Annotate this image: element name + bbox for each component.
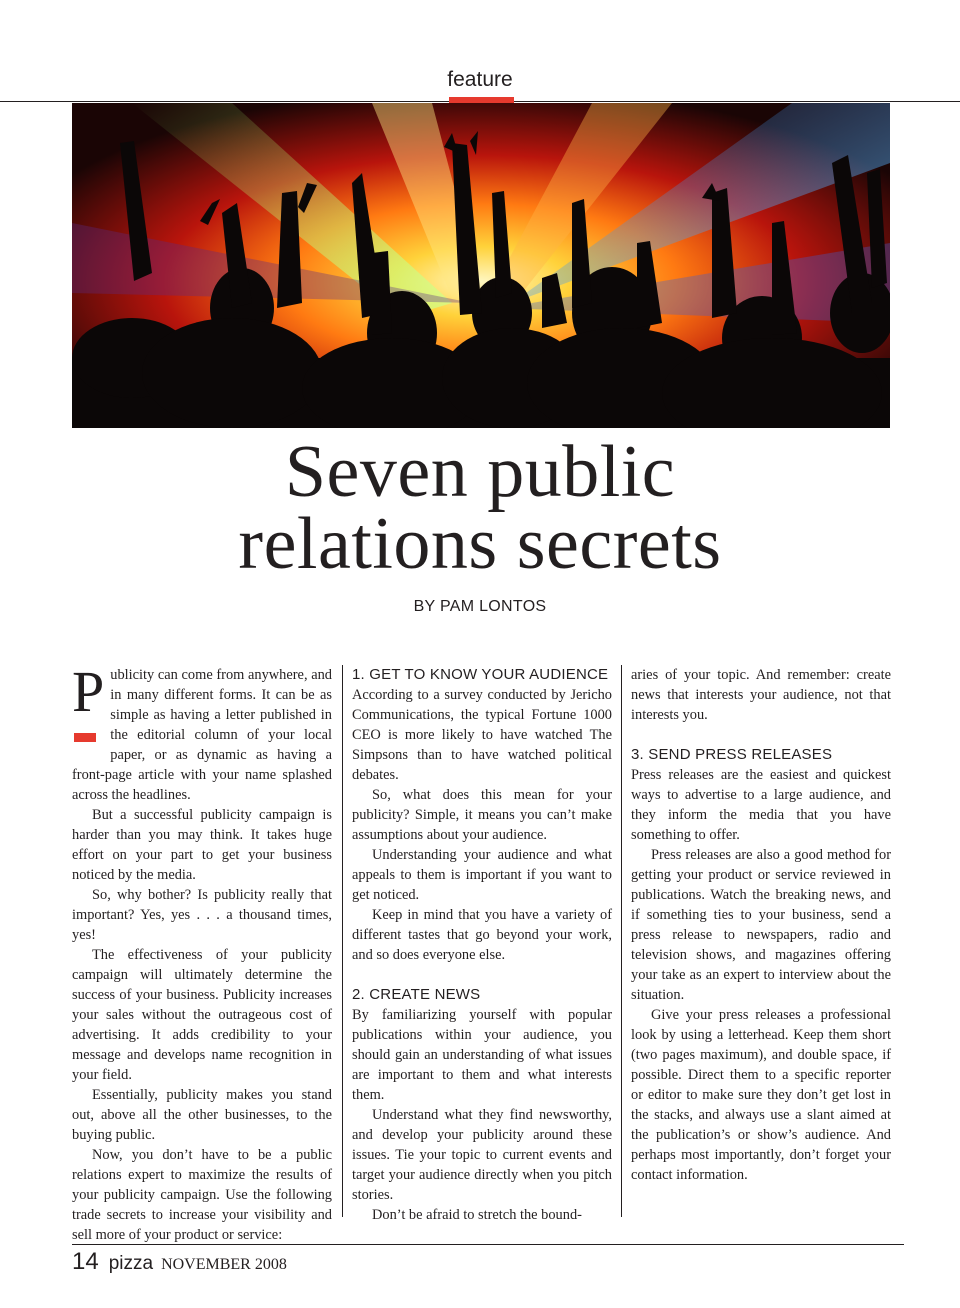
paragraph: Understanding your audience and what appeals to them is important if you want to get noticed. (352, 847, 612, 903)
drop-cap (72, 659, 105, 751)
footer-rule (72, 1244, 904, 1245)
paragraph: So, what does this mean for your publicity? Simple, it means you can’t make assumptions about your audience. (352, 787, 612, 843)
article-title (0, 431, 960, 585)
paragraph: Don’t be afraid to stretch the bound- (372, 1207, 582, 1223)
title-line-2: relations secrets (238, 503, 722, 585)
paragraph: Now, you don’t have to be a public relations expert to maximize the results of your publicity campaign. Use the following trade secrets to increase your visibility and sell more of your product or service: (72, 1147, 332, 1243)
paragraph: So, why bother? Is publicity really that important? Yes, yes . . . a thousand times, yes! (72, 887, 332, 943)
paragraph: According to a survey conducted by Jericho Communications, the typical Fortune 1000 CEO is more likely to have watched The Simpsons than to have watched political debates. (352, 687, 612, 783)
paragraph: The effectiveness of your publicity campaign will ultimately determine the success of your business. Publicity increases your sales without the outrageous cost of advertising. It adds credibility to your message and develops name recognition in your field. (72, 947, 332, 1083)
title-line-1: Seven public (284, 431, 676, 513)
issue-date: NOVEMBER 2008 (161, 1256, 287, 1273)
subhead-audience: 1. GET TO KNOW YOUR AUDIENCE (352, 666, 609, 683)
paragraph: By familiarizing yourself with popular publications within your audience, you should gain an understanding of what issues are important to them and what interests them. (352, 1007, 612, 1103)
paragraph: But a successful publicity campaign is harder than you may think. It takes huge effort on your part to get your business noticed by the media. (72, 807, 332, 883)
column-2 (352, 665, 612, 1225)
hero-concert-photo (72, 103, 890, 428)
paragraph: Give your press releases a professional look by using a letterhead. Keep them short (two pages maximum), and double space, if possible. Direct them to a specific reporter or editor to make sure they don’t get lost in the stacks, and always use a slant aimed at the publication’s or show’s audience. And perhaps most importantly, don’t forget your contact information. (631, 1007, 891, 1183)
column-3 (631, 665, 891, 1185)
section-gap (631, 725, 891, 745)
paragraph: Understand what they find newsworthy, and develop your publicity around these issues. Tie your topic to current events and target your audience directly when you pitch stories. (352, 1107, 612, 1203)
column-rule-2 (621, 665, 622, 1217)
concert-crowd-illustration (72, 103, 890, 428)
paragraph: ublicity can come from anywhere, and in many different forms. It can be as simple as having a letter published in the editorial column of your local paper, or as dynamic as having a front-page article with your name splashed across the headlines. (72, 667, 332, 803)
paragraph: Press releases are also a good method for getting your product or service reviewed in publications. Watch the breaking news, and if something ties to your business, send a press release to newspapers, radio and television shows, and magazines offering your take as an expert to interview about the situation. (631, 847, 891, 1003)
drop-cap-accent (74, 733, 96, 742)
page-number: 14 (72, 1248, 99, 1275)
section-label: feature (447, 68, 513, 91)
column-1 (72, 659, 332, 1245)
subhead-create-news: 2. CREATE NEWS (352, 986, 481, 1003)
paragraph: Essentially, publicity makes you stand out, above all the other businesses, to the buying public. (72, 1087, 332, 1143)
subhead-press-releases: 3. SEND PRESS RELEASES (631, 746, 833, 763)
paragraph: Press releases are the easiest and quickest ways to advertise to a large audience, and they inform the media that you have something to offer. (631, 767, 891, 843)
drop-cap-letter: P (72, 659, 105, 724)
magazine-name: pizza (108, 1253, 154, 1274)
section-gap (352, 965, 612, 985)
paragraph: aries of your topic. And remember: create news that interests your audience, not that interests you. (631, 667, 891, 723)
page-footer (72, 1248, 287, 1276)
paragraph: Keep in mind that you have a variety of different tastes that go beyond your work, and so does everyone else. (352, 907, 612, 963)
column-rule-1 (342, 665, 343, 1217)
byline: BY PAM LONTOS (413, 598, 547, 615)
